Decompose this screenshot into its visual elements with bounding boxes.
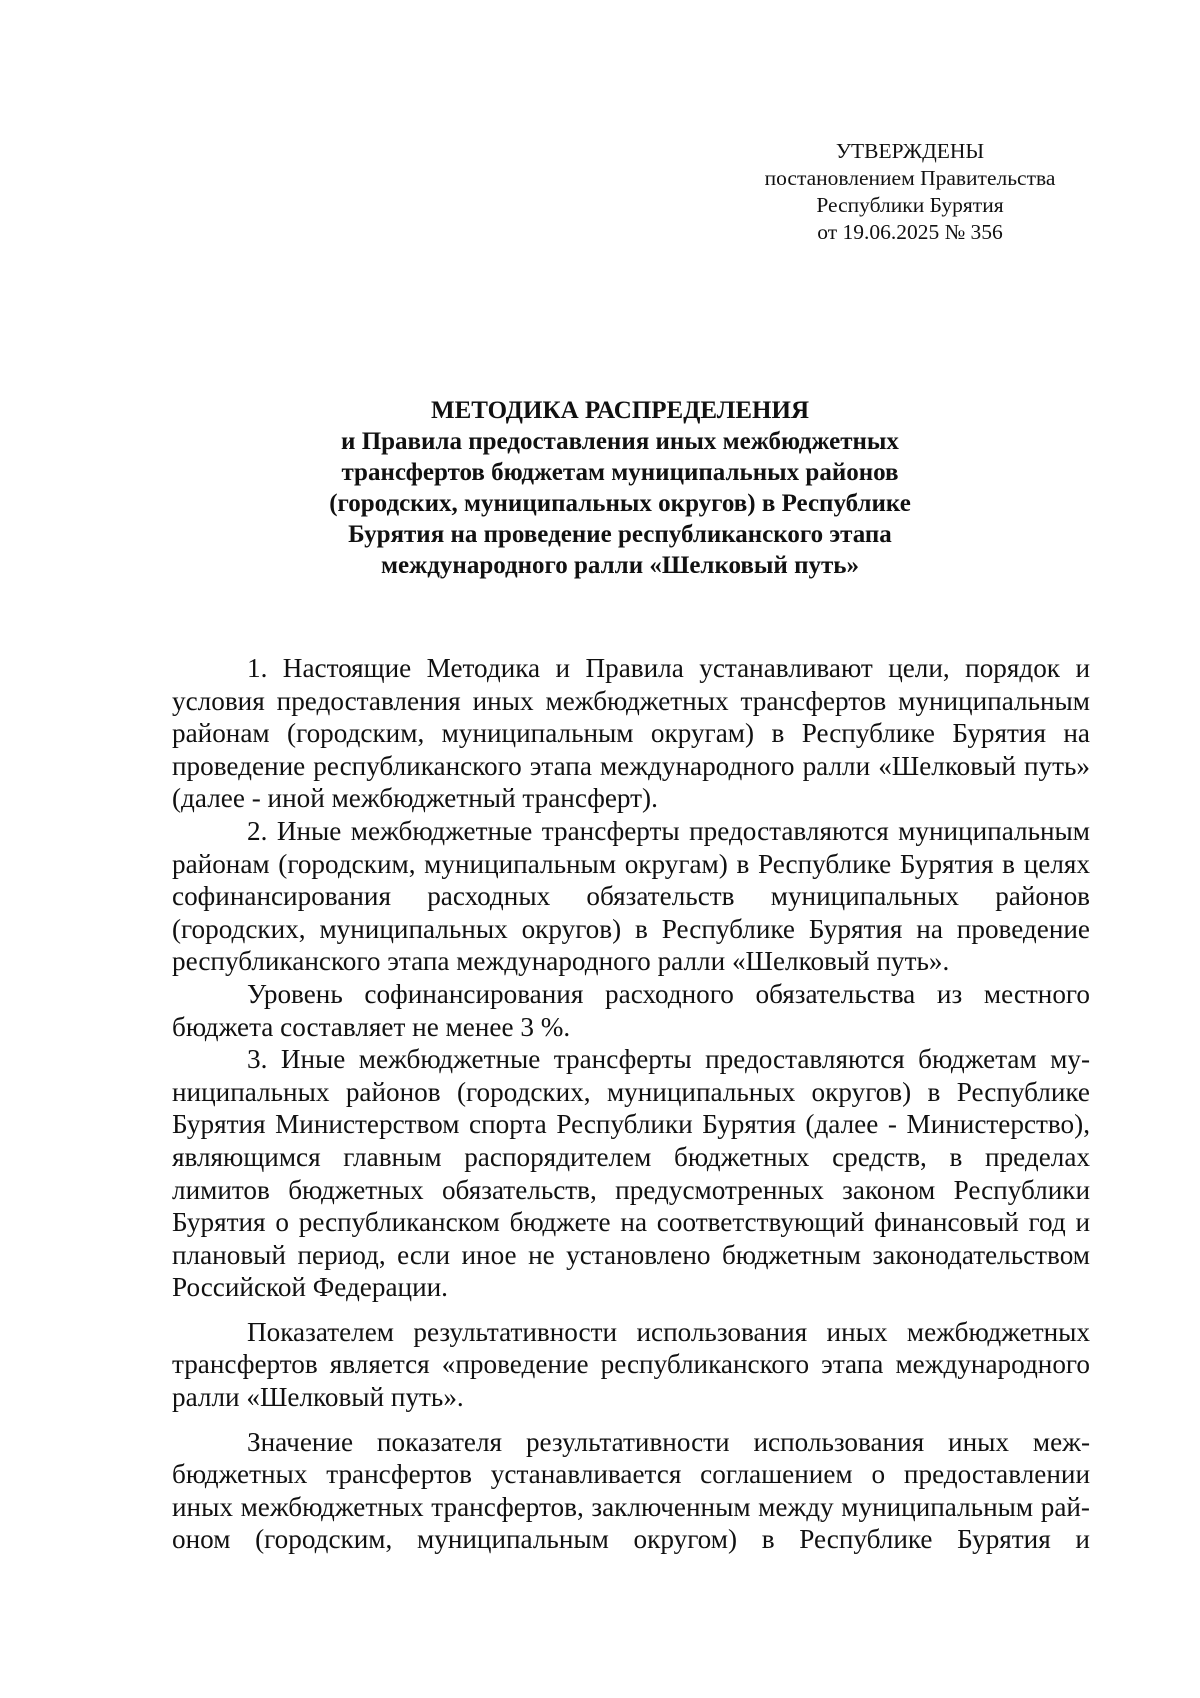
paragraph-cofinancing-level: Уровень софинансирования расходного обязательства из местного бюджета составляет не менее 3 %. xyxy=(172,978,1090,1042)
title-line-1: МЕТОДИКА РАСПРЕДЕЛЕНИЯ xyxy=(430,397,809,424)
paragraph-1-purpose: 1. Настоящие Методика и Правила устанавливают цели, порядок и условия предоставления иных межбюджетных трансфертов муниципальным районам (городским, муниципальным округам) в Республике Бурятия на проведение республиканского этапа международного ралли «Шелковый путь» (далее - иной межбюджетный трансферт). xyxy=(172,653,1090,814)
approval-line-approved: УТВЕРЖДЕНЫ xyxy=(835,139,985,163)
approval-line-republic: Республики Бурятия xyxy=(816,193,1004,217)
title-line-4: (городских, муниципальных округов) в Республике xyxy=(329,490,911,517)
document-body xyxy=(172,652,1090,1556)
title-line-3: трансфертов бюджетам муниципальных районов xyxy=(341,459,899,486)
paragraph-2-goals: 2. Иные межбюджетные трансферты предоставляются муниципальным районам (городским, муниципальным округам) в Республике Бурятия в целях софинансирования расходных обязательств муниципальных районов (городских, муниципальных округов) в Республике Бурятия на проведение республиканского этапа международного ралли «Шелковый путь». xyxy=(172,815,1090,977)
paragraph-indicator-value: Значение показателя результативности использования иных межбюджетных трансфертов устанавливается соглашением о предоставлении иных межбюджетных трансфертов, заключенным между муниципальным рай-оном (городским, муниципальным округом) в Республике Бурятия и xyxy=(172,1426,1090,1555)
paragraph-performance-indicator: Показателем результативности использования иных межбюджетных трансфертов является «проведение республиканского этапа международного ралли «Шелковый путь». xyxy=(172,1316,1090,1413)
document-title xyxy=(200,395,1040,581)
title-line-2: и Правила предоставления иных межбюджетных xyxy=(341,428,899,455)
title-line-6: международного ралли «Шелковый путь» xyxy=(381,552,859,579)
approval-stamp xyxy=(720,138,1100,246)
approval-line-date-number: от 19.06.2025 № 356 xyxy=(817,220,1003,244)
title-line-5: Бурятия на проведение республиканского этапа xyxy=(348,521,892,548)
paragraph-3-provision: 3. Иные межбюджетные трансферты предоставляются бюджетам муниципальных районов (городских, муниципальных округов) в Республике Бурятия Министерством спорта Республики Бурятия (далее - Министерство), являющимся главным распорядителем бюджетных средств, в пределах лимитов бюджетных обязательств, предусмотренных законом Республики Бурятия о республиканском бюджете на соответствующий финансовый год и плановый период, если иное не установлено бюджетным законодательством Российской Федерации. xyxy=(172,1044,1090,1303)
approval-line-resolution: постановлением Правительства xyxy=(764,166,1056,190)
